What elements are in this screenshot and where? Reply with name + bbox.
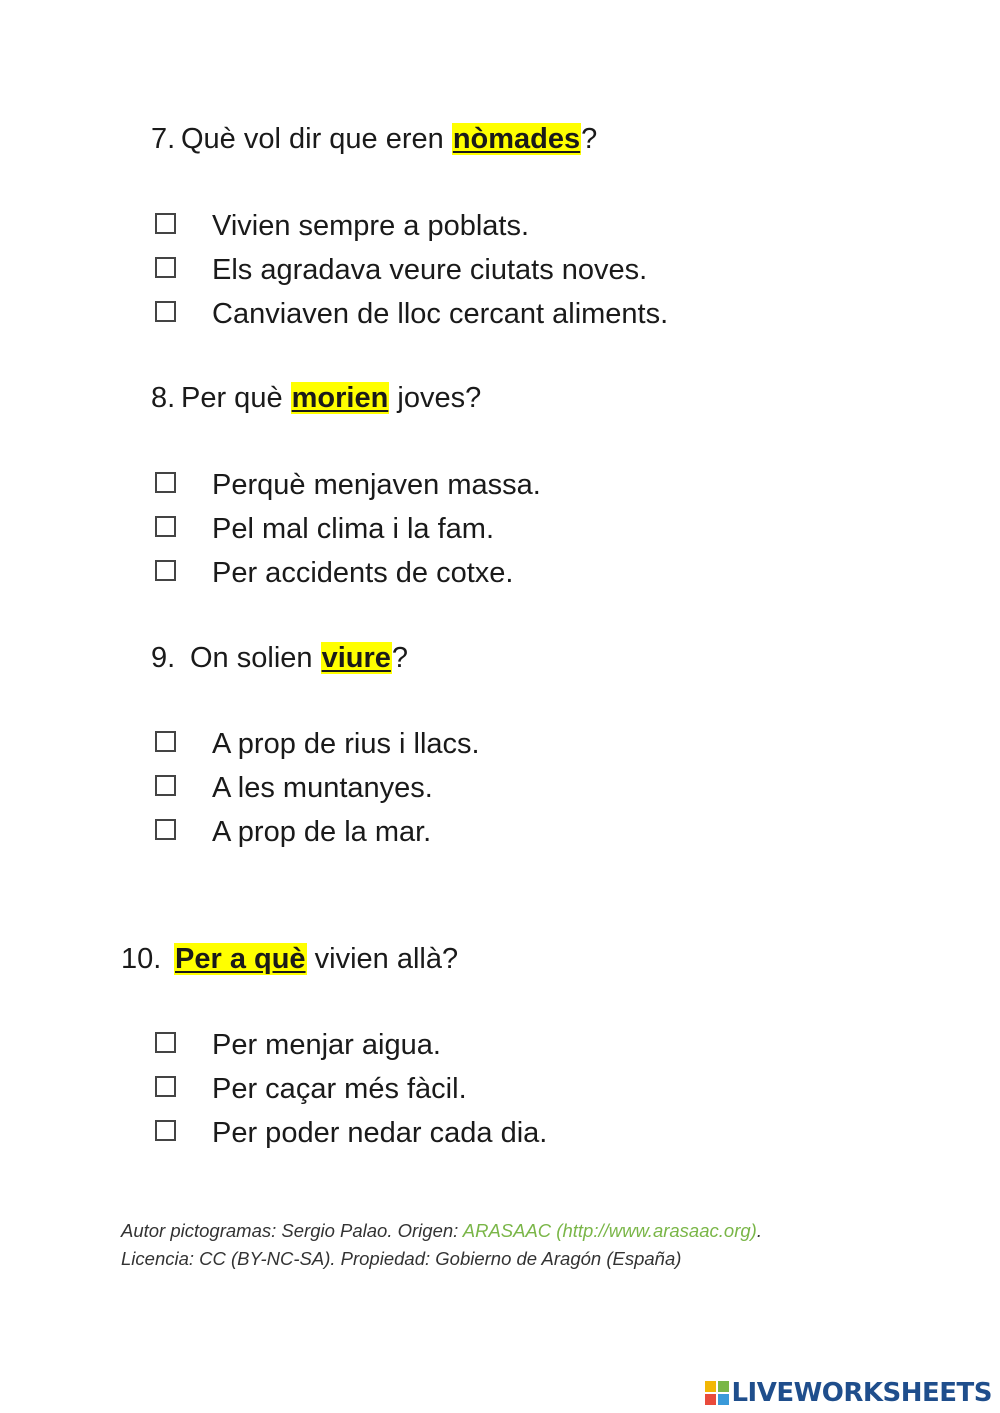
option-label: Per caçar més fàcil. [212, 1073, 467, 1105]
question-text-end: ? [391, 642, 409, 674]
question-text: On solien [190, 642, 321, 674]
logo-text: LIVEWORKSHEETS [731, 1378, 992, 1408]
checkbox[interactable] [155, 731, 176, 752]
option-label: Perquè menjaven massa. [212, 469, 541, 501]
liveworksheets-logo [705, 1376, 992, 1410]
option-label: Per menjar aigua. [212, 1029, 441, 1061]
checkbox[interactable] [155, 213, 176, 234]
checkbox[interactable] [155, 257, 176, 278]
credits-line-2: Licencia: CC (BY-NC-SA). Propiedad: Gobierno de Aragón (España) [121, 1248, 682, 1269]
option-label: Canviaven de lloc cercant aliments. [212, 298, 669, 330]
checkbox[interactable] [155, 301, 176, 322]
highlighted-word: Per a què [175, 943, 306, 975]
highlighted-word: viure [321, 642, 391, 674]
logo-icon [705, 1381, 729, 1405]
credits [121, 1217, 762, 1273]
arasaac-link[interactable]: ARASAAC (http://www.arasaac.org) [462, 1220, 757, 1241]
highlighted-word: morien [291, 382, 389, 414]
checkbox[interactable] [155, 472, 176, 493]
checkbox[interactable] [155, 1120, 176, 1141]
option-label: A prop de la mar. [212, 816, 432, 848]
question-number: 8. [151, 382, 176, 414]
checkbox[interactable] [155, 775, 176, 796]
credits-author: Autor pictogramas: Sergio Palao. Origen: [121, 1220, 463, 1241]
checkbox[interactable] [155, 1076, 176, 1097]
highlighted-word: nòmades [452, 123, 581, 155]
option-label: Pel mal clima i la fam. [212, 513, 495, 545]
option-label: Per accidents de cotxe. [212, 557, 514, 589]
question-text-end: vivien allà? [306, 943, 459, 975]
question-number: 7. [151, 123, 176, 155]
option-label: Vivien sempre a poblats. [212, 210, 530, 242]
question-text-end: ? [581, 123, 598, 155]
credits-line-1 [121, 1217, 762, 1245]
credits-period: . [756, 1220, 762, 1241]
checkbox[interactable] [155, 516, 176, 537]
option-label: A prop de rius i llacs. [212, 728, 480, 760]
option-label: Per poder nedar cada dia. [212, 1117, 548, 1149]
question-text-end: joves? [389, 382, 482, 414]
option-label: Els agradava veure ciutats noves. [212, 254, 648, 286]
question-number: 9. [151, 642, 176, 674]
question-9 [151, 640, 408, 676]
option-label: A les muntanyes. [212, 772, 433, 804]
checkbox[interactable] [155, 1032, 176, 1053]
checkbox[interactable] [155, 819, 176, 840]
question-7 [151, 121, 597, 157]
question-number: 10. [121, 943, 162, 975]
checkbox[interactable] [155, 560, 176, 581]
question-text: Per què [181, 382, 291, 414]
question-8 [151, 380, 481, 416]
question-10 [121, 941, 458, 977]
question-text: Què vol dir que eren [181, 123, 452, 155]
